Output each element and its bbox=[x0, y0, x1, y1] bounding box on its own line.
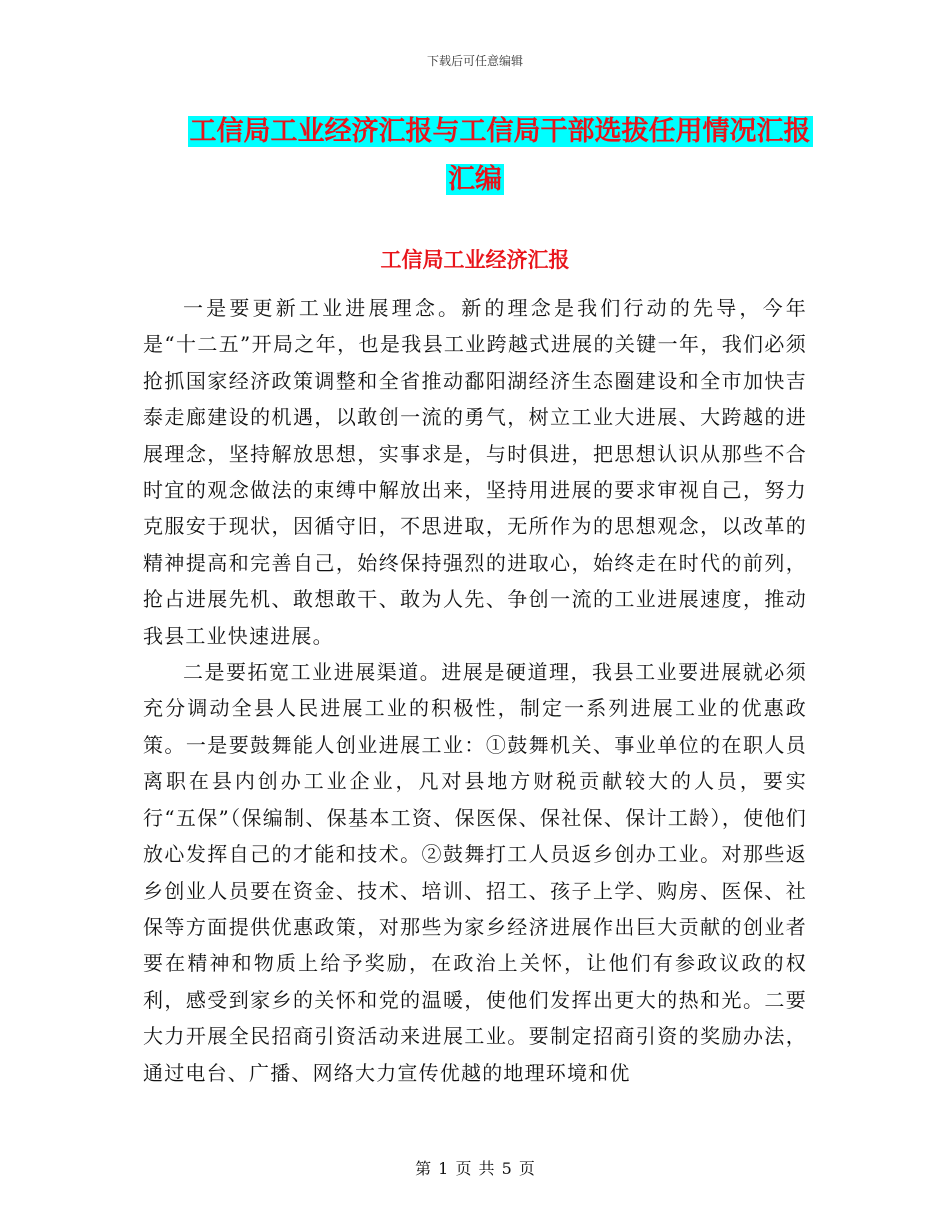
section-title: 工信局工业经济汇报 bbox=[380, 248, 570, 272]
header-note: 下载后可任意编辑 bbox=[426, 54, 523, 68]
document-title bbox=[0, 108, 950, 204]
page-footer: 第 1 页 共 5 页 bbox=[415, 1159, 535, 1178]
body-text bbox=[143, 290, 807, 1091]
document-title-line1: 工信局工业经济汇报与工信局干部选拔任用情况汇报 bbox=[189, 116, 811, 147]
document-title-line2: 汇编 bbox=[448, 164, 502, 195]
paragraph-2: 二是要拓宽工业进展渠道。进展是硬道理，我县工业要进展就必须充分调动全县人民进展工业的积极性，制定一系列进展工业的优惠政策。一是要鼓舞能人创业进展工业：①鼓舞机关、事业单位的在职人员离职在县内创办工业企业，凡对县地方财税贡献较大的人员，要实行“五保”（保编制、保基本工资、保医保、保社保、保计工龄），使他们放心发挥自己的才能和技术。②鼓舞打工人员返乡创办工业。对那些返乡创业人员要在资金、技术、培训、招工、孩子上学、购房、医保、社保等方面提供优惠政策，对那些为家乡经济进展作出巨大贡献的创业者要在精神和物质上给予奖励，在政治上关怀，让他们有参政议政的权利，感受到家乡的关怀和党的温暖，使他们发挥出更大的热和光。二要大力开展全民招商引资活动来进展工业。要制定招商引资的奖励办法，通过电台、广播、网络大力宣传优越的地理环境和优 bbox=[143, 660, 807, 1085]
paragraph-1: 一是要更新工业进展理念。新的理念是我们行动的先导，今年是“十二五”开局之年，也是我县工业跨越式进展的关键一年，我们必须抢抓国家经济政策调整和全省推动鄱阳湖经济生态圈建设和全市加快吉泰走廊建设的机遇，以敢创一流的勇气，树立工业大进展、大跨越的进展理念，坚持解放思想，实事求是，与时俱进，把思想认识从那些不合时宜的观念做法的束缚中解放出来，坚持用进展的要求审视自己，努力克服安于现状，因循守旧，不思进取，无所作为的思想观念，以改革的精神提高和完善自己，始终保持强烈的进取心，始终走在时代的前列，抢占进展先机、敢想敢干、敢为人先、争创一流的工业进展速度，推动我县工业快速进展。 bbox=[143, 296, 807, 648]
